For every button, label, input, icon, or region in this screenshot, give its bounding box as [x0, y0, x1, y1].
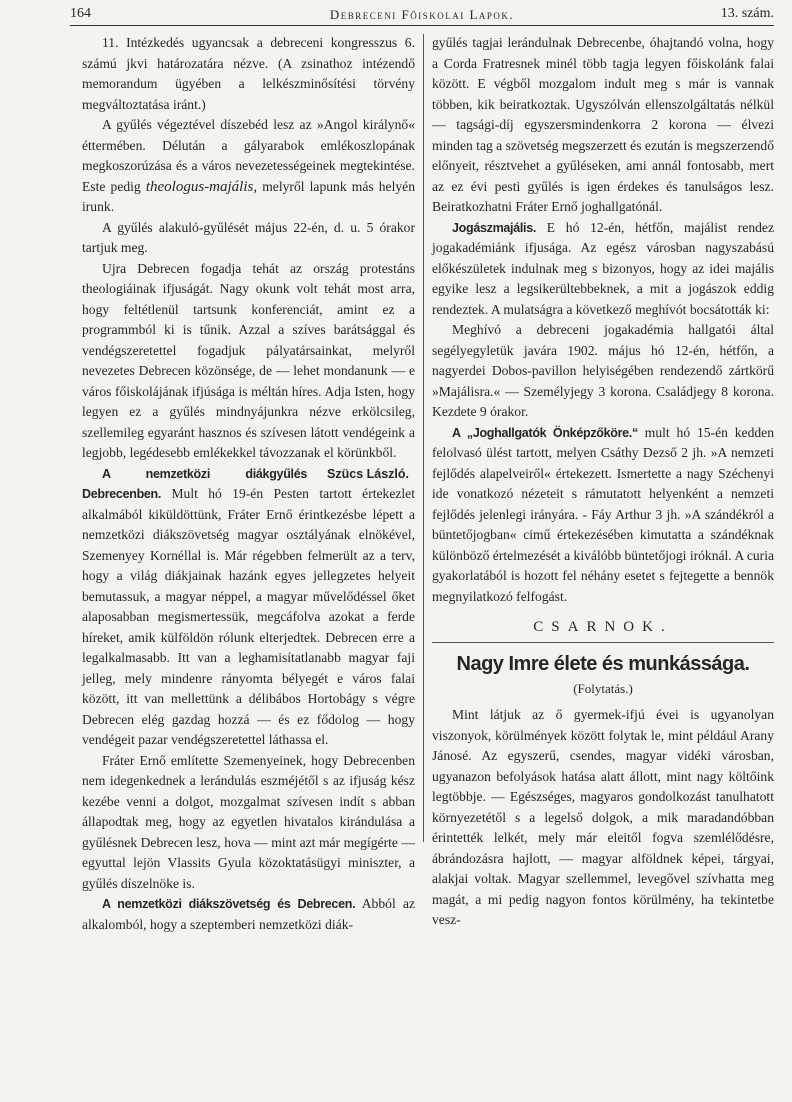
section-rule [432, 642, 774, 643]
paragraph: gyűlés tagjai lerándulnak Debrecenbe, óhajtandó volna, hogy a Corda Fratresnek minél több tagja legyen főiskolánk falai között. E végből mozgalom indult meg s már is vannak többen, kik beiratkoztak. Ugyszólván ellenszolgáltatás nélkül — tagsági-díj egyszersmindenkorra 2 korona — élvezi minden tag a szövetség megszerzett és ezután is megszerzendő előnyeit, résztvehet a gyűléseken, ami annál fontosabb, mert az ez évi pesti gyűlés is igen érdekes és tanulságos lesz. Beiratkozhatni Fráter Ernő joghallgatónál. [432, 35, 774, 214]
paragraph: A gyűlés végeztével díszebéd lesz az »Angol királynő« éttermében. Délután a gályarabok emlékoszlopának megkoszorúzása és a város nevezetességeinek megtekintése. Este pedig theologus-majális, melyről lapunk más helyén irunk. [82, 117, 415, 214]
article-lead: A nemzetközi diákszövetség és Debrecen. [102, 897, 356, 911]
paragraph: Ujra Debrecen fogadja tehát az ország protestáns theologiáinak ifjuságát. Nagy okunk volt tehát most arra, hogy feltétlenül tartsunk konferenciát, amint ez a programmból ki is tűnik. Azzal a szíves barátsággal és vendégszeretettel fogadjuk pályatársainkat, melyről nevezetes Debrecen közönsége, de — lehet mondanunk — e város főiskolájának ifjúsága is méltán híres. Adja Isten, hogy legyen ez a gyűlés mindnyájunkra nézve erkölcsileg, szellemileg egyaránt hasznos és szívesen látott vendégeink a legjobb, legédesebb emlékekkel távozzanak el körünkből. Szücs László. [82, 259, 415, 464]
paragraph: A nemzetközi diákszövetség és Debrecen. Abból az alkalomból, hogy a szeptemberi nemzetközi diák- [82, 896, 416, 932]
article-lead: A „Joghallgatók Önképzőköre.“ [452, 425, 638, 440]
article-subtitle: (Folytatás.) [573, 680, 633, 696]
theologus-majalis-text: theologus-majális, [145, 178, 258, 195]
right-column [432, 33, 774, 931]
section-title: CSARNOK. [533, 619, 673, 635]
article-title: Nagy Imre élete és munkássága. [456, 652, 750, 675]
header-rule [70, 25, 774, 26]
page-number: 164 [70, 6, 91, 21]
column-divider [423, 34, 424, 842]
journal-title: Debreceni Főiskolai Lapok. [329, 7, 515, 22]
signature: Szücs László. [327, 466, 409, 481]
paragraph: Meghívó a debreceni jogakadémia hallgatói által segélyegyletük javára 1902. május hó 12-én, hétfőn, a nagyerdei Dobos-pavillon helyiségében rendezendő zártkörű »Majálisra.« — Személyjegy 3 korona. Családjegy 8 korona. Kezdete 9 órakor. [432, 322, 774, 419]
paragraph: A nemzetközi diákgyűlés Debrecenben. Mult hó 19-én Pesten tartott értekezlet alkalmából kiküldöttünk, Fráter Ernő érintkezésbe lépett a nemzetközi diákszövetség magyar osztályának elnökével, Szemenyey Kornéllal is. Már régebben felmerült az a terv, hogy a világ diákjainak hazánk egyes jellegzetes helyeit bemutassuk, a magyar néppel, a magyar művelődéssel őket alaposabban megismertessük, megcáfolva azokat a ferde híreket, amik külföldön rólunk elterjedtek. Debrecen erre a legalkalmasabb. Itt van a leghamisítatlanabb magyar faji jelleg, mely mindenre rányomta bélyegét e város falai között, itt van mellettünk a délibábos Hortobágy s végre Debrecen elég gazdag hozzá — és ez fődolog — hogy vendégeit pazar vendégszeretettel láthassa el. [82, 466, 415, 747]
article-lead: Jogászmajális. [452, 220, 537, 235]
article-lead: A nemzetközi diákgyűlés Debrecenben. [82, 466, 308, 501]
paragraph: 11. Intézkedés ugyancsak a debreceni kongresszus 6. számú jkvi határozatára nézve. (A zsinathoz intézendő memorandum ügyében a lelkészminősítési törvény megváltoztatása iránt.) [82, 35, 415, 112]
paragraph: A „Joghallgatók Önképzőköre.“ mult hó 15-én kedden felolvasó ülést tartott, melyen Csáthy Dezső 2 jh. »A nemzeti fejlődés alapelveiről« értekezett. Ismertette a nagy Széchenyi ide vonatkozó nézeteit s rámutatott helyenként a nemzeti fejlődés jelenlegi irányára. - Fáy Arthur 3 jh. »A szándékról a büntetőjogban« cimű értekezésében kimutatta a szándéknak különböző értelmezését a kiválóbb büntetőjogi iróknál. A curia gyakorlatából is hozott fel néhány esetet s fejtegette a bennök megnyilatkozó felfogást. [432, 424, 775, 604]
left-column [82, 33, 415, 935]
paragraph: Fráter Ernő említette Szemenyeinek, hogy Debrecenben nem idegenkednek a lerándulás eszméjétől s az ifjuság kész kezébe venni a dolgot, mozgalmat szívesen indít s abban állapodtak meg, hogy az egyetlen hivatalos kirándulása a gyűlésnek Debrecen lesz, hova — mint azt már megígérte — egyuttal lejön Vlassits Gyula közoktatásügyi miniszter, a gyűlés díszelnöke is. [82, 752, 415, 891]
paragraph: Mint látjuk az ő gyermek-ifjú évei is ugyanolyan viszonyok, körülmények között folytak le, mint például Arany Jánosé. Az egyszerű, csendes, magyar vidéki városban, ugyanazon befolyások hatása alatt állott, mint nagy költőink legtöbbje. — Egészséges, magyaros gondolkozást tanulhatott környezetétől s a legelső dolgok, a mik maradandóbban érintették lelkét, mely már eleitől fogva szemlélődésre, ábrándozásra hajlott, — magyar alföldnek képei, tárgyai, alakjai voltak. Magyar szellemmel, levegővel szívhatta meg magát, a mi pedig nagyon fontos körülmény, ha tekintetbe vesz- [432, 707, 774, 927]
paragraph: Jogászmajális. E hó 12-én, hétfőn, majálist rendez jogakadémiánk ifjusága. Az egész városban nagyszabású előkészületek indulnak meg s bizonyos, hogy az idei majális egyike lesz a legsikerültebbeknek, a mit a jogászok eddig rendeztek. A mulatságra a következő meghívót bocsátották ki: [432, 219, 774, 317]
paragraph: A gyűlés alakuló-gyűlését május 22-én, d. u. 5 órakor tartjuk meg. [82, 219, 415, 255]
issue-number: 13. szám. [720, 6, 774, 21]
page-header [70, 6, 774, 26]
